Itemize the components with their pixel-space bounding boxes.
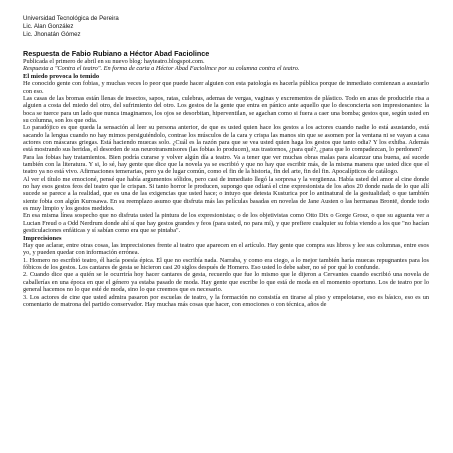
paragraph: 2. Cuando dice que a quién se le ocurriría hoy hacer cantares de gesta, recuerdo que fue lo mismo que le dijeron a Cervantes cuando escribió una novela de caballerías en una época en que el género ya estaba pasado de moda. Hay gente que escribe lo que está de moda en el momento oportuno. Los de teatro por lo general hacemos no lo que esté de moda, sino lo que creemos que es necesario. <box>23 271 429 294</box>
header-author-2: Lic. Jhonatán Gómez <box>23 31 81 38</box>
paragraph: He conocido gente con fobias, y muchas veces lo peor que puede hacer alguien con esta patología es hacerla pública porque de inmediato comienzan a asustarlo con eso. <box>23 80 429 95</box>
section-heading: Imprecisiones <box>23 234 62 242</box>
paragraph: Lo paradójico es que queda la sensación al leer su persona anterior, de que es usted quien hace los gestos a los actores cuando nadie lo está asustando, está sacando la lengua cuando no hay mimos persiguiéndolo, contrae los músculos de la cara y crispa las manos sin que se asomen por la ventana ni se vayan a casa actores con máscaras griegas. Está haciendo muecas solo. ¿Cuál es la razón para que se vea usted quien haga los gestos que tanto odia? Y los exhiba. Además está mostrando sus heridas, el desorden de sus neurotransmisores (las fobias lo producen), sus trastornos, ¿para qué?, ¿para que lo compadezcan, lo perdonen? <box>23 124 429 154</box>
paragraph: Para las fobias hay tratamientos. Bien podría curarse y volver algún día a teatro. Va a tener que ver muchas obras malas para alcanzar una buena, así sucede también con la literatura. Y si, lo sé, hay gente que dice que la novela ya se escribió y que no hay que escribir más, de la misma manera que usted dice que el teatro ya no está vivo. Afirmaciones temerarias, pero ya de lugar común, como el fin de la historia, fin del arte, fin del fin. Apocalípticos de catálogo. <box>23 153 429 176</box>
section-heading: El miedo provoca lo temido <box>23 72 100 80</box>
paragraph: 1. Homero no escribió teatro, él hacía poesía épica. El que no escribía nada. Narraba, y como era ciego, a lo mejor también haría muecas repugnantes para los fóbicos de los gestos. Los cantares de gesta se hicieron casi 20 siglos después de Homero. Eso usted lo debe saber, no sé por qué lo confunde. <box>23 256 429 272</box>
paragraph: Al ver el título me emocioné, pensé que había argumentos sólidos, pero casi de inmediato llegó la sorpresa y la vergüenza. Había usted del amor al cine donde no hay esos gestos feos del teatro que le crispan. Si tanto horror le producen, supongo que odiará el cine expresionista de los años 20 donde nada de lo que allí sucede se parece a la realidad, que es una de las exigencias que usted hace; o intuyo que detesta Kusturica por lo antinatural de la gestualidad; o que también siente fobia con algún Kurosawa. En su reemplazo asumo que disfruta más las películas basadas en novelas de Jane Austen o las hermanas Brontë, donde todo es muy limpio y los gestos medidos. <box>23 175 429 213</box>
paragraph: En esa misma línea sospecho que no disfruta usted la pintura de los expresionistas; o de los objetivistas como Otto Dix o Gorge Grosz, o que su aguanta ver a Lucian Freud o a Odd Nerdrum donde ahí sí que hay gestos grandes y feos (para usted, no para mí), y que prefiere cualquier su fobia viendo a los que "no hacían gesticulaciones enfáticas y sí sabían como era que se pintaba". <box>23 212 429 235</box>
paragraph: Las casas de las bromas están llenas de insectos, sapos, ratas, culebras, ademas de vergas, vaginas y excrementos de plástico. Todo en aras de producirle risa a alguien a costa del miedo del otro, del sufrimiento del otro. Los gestos de la gente que entra en pánico ante aquello que lo desconcierta son impresionantes: la boca se tuerce para un lado que nunca imaginamos, los ojos se desorbitan, hiperventilan, se agachan como si fuera a caer una bomba; gestos que, según usted en su columna, son los que odia. <box>23 94 429 124</box>
intro-subtitle: Respuesta a "Contra el teatro". En forma de carta a Héctor Abad Faciolince por su columna contra el teatro. <box>23 65 300 73</box>
paragraph: 3. Los actores de cine que usted admira pasaron por escuelas de teatro, y la formación no consistía en tirarse al piso y empelotarse, eso es básico, eso es un comentario de matrona del partido conservador. Hay muchas más cosas que hacer, con emociones o con técnica, años de <box>23 293 429 308</box>
document-header <box>23 15 429 39</box>
paragraph: Hay que aclarar, entre otras cosas, las imprecisiones frente al teatro que aparecen en el artículo. Hay gente que compra sus libros y lee sus columnas, entre esos yo, y pueden quedar con información errónea. <box>23 242 429 257</box>
document-title: Respuesta de Fabio Rubiano a Héctor Abad Faciolince <box>23 49 210 58</box>
header-university: Universidad Tecnológica de Pereira <box>23 15 119 22</box>
header-author-1: Lic. Alan González <box>23 23 74 30</box>
intro-publication: Publicada el primero de abril en su nuevo blog: hayteatro.blogspot.com. <box>23 58 205 65</box>
